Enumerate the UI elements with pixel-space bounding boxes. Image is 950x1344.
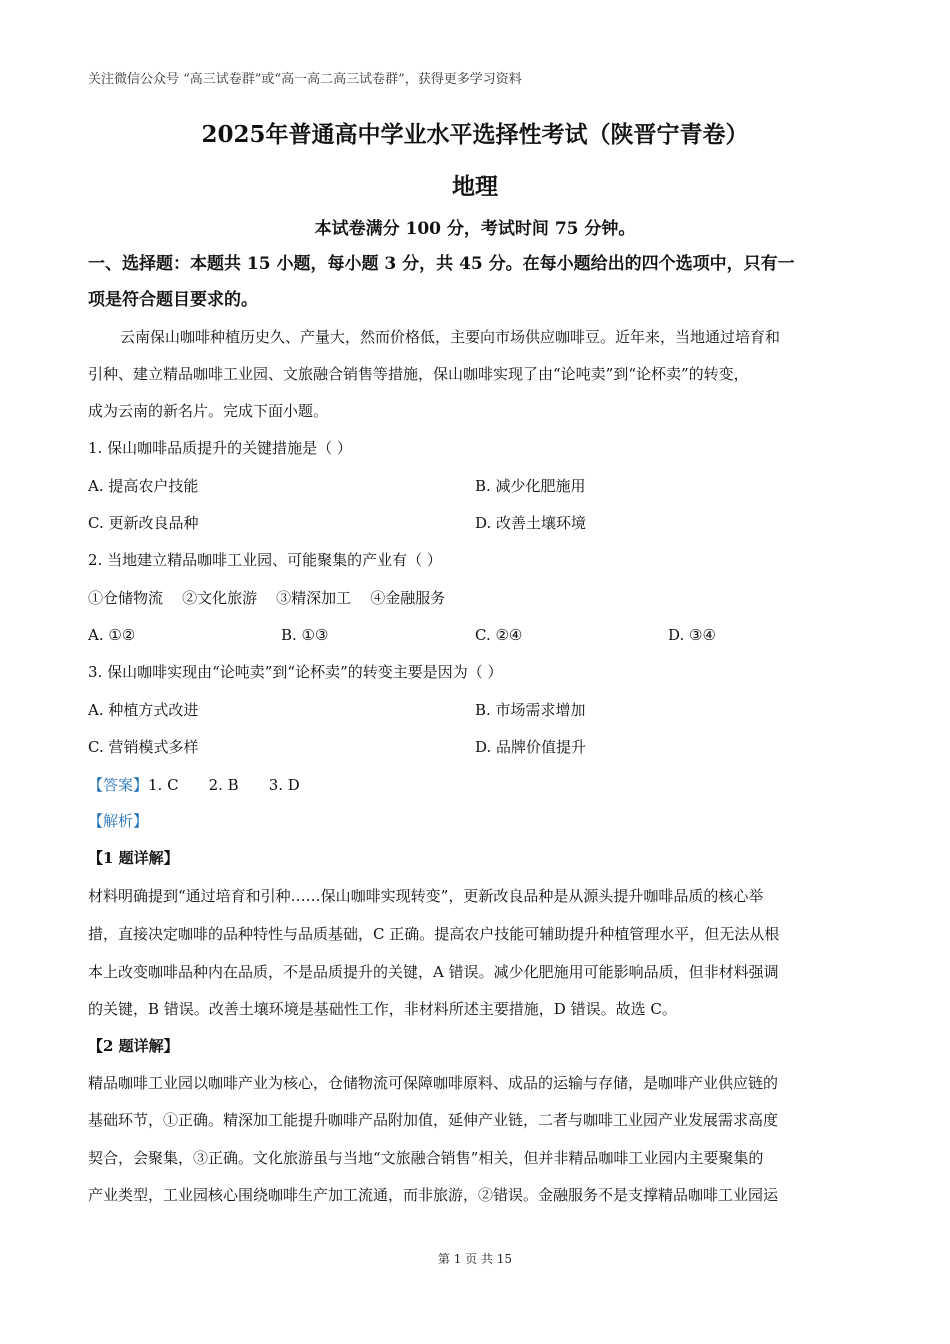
q1-analysis-heading: 【1 题详解】 <box>88 849 179 867</box>
section-heading-line-1: 一、选择题：本题共 15 小题，每小题 3 分，共 45 分。在每小题给出的四个选项中，只有一 <box>88 254 795 274</box>
q1-option-a: A. 提高农户技能 <box>88 477 199 495</box>
q3-option-c: C. 营销模式多样 <box>88 738 199 756</box>
q2-analysis-line: 精品咖啡工业园以咖啡产业为核心，仓储物流可保障咖啡原料、成品的运输与存储，是咖啡产业供应链的 <box>88 1074 779 1092</box>
subject-title: 地理 <box>452 173 498 200</box>
answer-row <box>88 774 330 795</box>
passage-line-2: 引种、建立精品咖啡工业园、文旅融合销售等措施，保山咖啡实现了由“论吨卖”到“论杯卖”的转变， <box>88 365 749 383</box>
exam-title: 2025年普通高中学业水平选择性考试（陕晋宁青卷） <box>201 121 749 148</box>
passage-line-3: 成为云南的新名片。完成下面小题。 <box>88 402 329 420</box>
q1-analysis-line: 材料明确提到“通过培育和引种……保山咖啡实现转变”，更新改良品种是从源头提升咖啡品质的核心举 <box>88 887 764 905</box>
passage-line-1: 云南保山咖啡种植历史久、产量大，然而价格低，主要向市场供应咖啡豆。近年来，当地通过培育和 <box>120 328 781 346</box>
q1-option-d: D. 改善土壤环境 <box>475 514 587 532</box>
q2-analysis-line: 基础环节，①正确。精深加工能提升咖啡产品附加值，延伸产业链，二者与咖啡工业园产业发展需求高度 <box>88 1111 779 1129</box>
q2-option-c: C. ②④ <box>475 626 523 644</box>
question-3-stem: 3. 保山咖啡实现由“论吨卖”到“论杯卖”的转变主要是因为（ ） <box>88 663 503 681</box>
exam-info: 本试卷满分 100 分，考试时间 75 分钟。 <box>314 219 636 239</box>
answer-item: 2. B <box>208 776 239 794</box>
q2-option-d: D. ③④ <box>668 626 716 644</box>
q1-analysis-line: 的关键，B 错误。改善土壤环境是基础性工作，非材料所述主要措施，D 错误。故选 C。 <box>88 1000 677 1018</box>
page-number: 第 1 页 共 15 <box>437 1252 513 1266</box>
question-1-stem: 1. 保山咖啡品质提升的关键措施是（ ） <box>88 439 352 457</box>
q2-analysis-line: 产业类型，工业园核心围绕咖啡生产加工流通，而非旅游，②错误。金融服务不是支撑精品咖啡工业园运 <box>88 1186 779 1204</box>
answer-label: 【答案】 <box>88 776 149 794</box>
q3-option-a: A. 种植方式改进 <box>88 701 199 719</box>
q1-option-c: C. 更新改良品种 <box>88 514 199 532</box>
q1-analysis-line: 本上改变咖啡品种内在品质，不是品质提升的关键，A 错误。减少化肥施用可能影响品质，但非材料强调 <box>88 963 779 981</box>
q1-analysis-line: 措，直接决定咖啡的品种特性与品质基础，C 正确。提高农户技能可辅助提升种植管理水平，但无法从根 <box>88 925 780 943</box>
q2-option-a: A. ①② <box>88 626 136 644</box>
section-heading-line-2: 项是符合题目要求的。 <box>88 290 258 310</box>
analysis-label: 【解析】 <box>88 812 149 830</box>
answer-item: 3. D <box>268 776 300 794</box>
question-2-stem: 2. 当地建立精品咖啡工业园、可能聚集的产业有（ ） <box>88 551 442 569</box>
q1-option-b: B. 减少化肥施用 <box>475 477 586 495</box>
q2-analysis-line: 契合，会聚集，③正确。文化旅游虽与当地“文旅融合销售”相关，但并非精品咖啡工业园内主要聚集的 <box>88 1149 764 1167</box>
watermark-text: 关注微信公众号 “高三试卷群”或“高一高二高三试卷群”，获得更多学习资料 <box>88 72 522 87</box>
q3-option-b: B. 市场需求增加 <box>475 701 586 719</box>
q2-option-b: B. ①③ <box>281 626 329 644</box>
question-2-choices: ①仓储物流 ②文化旅游 ③精深加工 ④金融服务 <box>88 589 446 607</box>
q2-analysis-heading: 【2 题详解】 <box>88 1037 179 1055</box>
answer-item: 1. C <box>148 776 179 794</box>
q3-option-d: D. 品牌价值提升 <box>475 738 587 756</box>
